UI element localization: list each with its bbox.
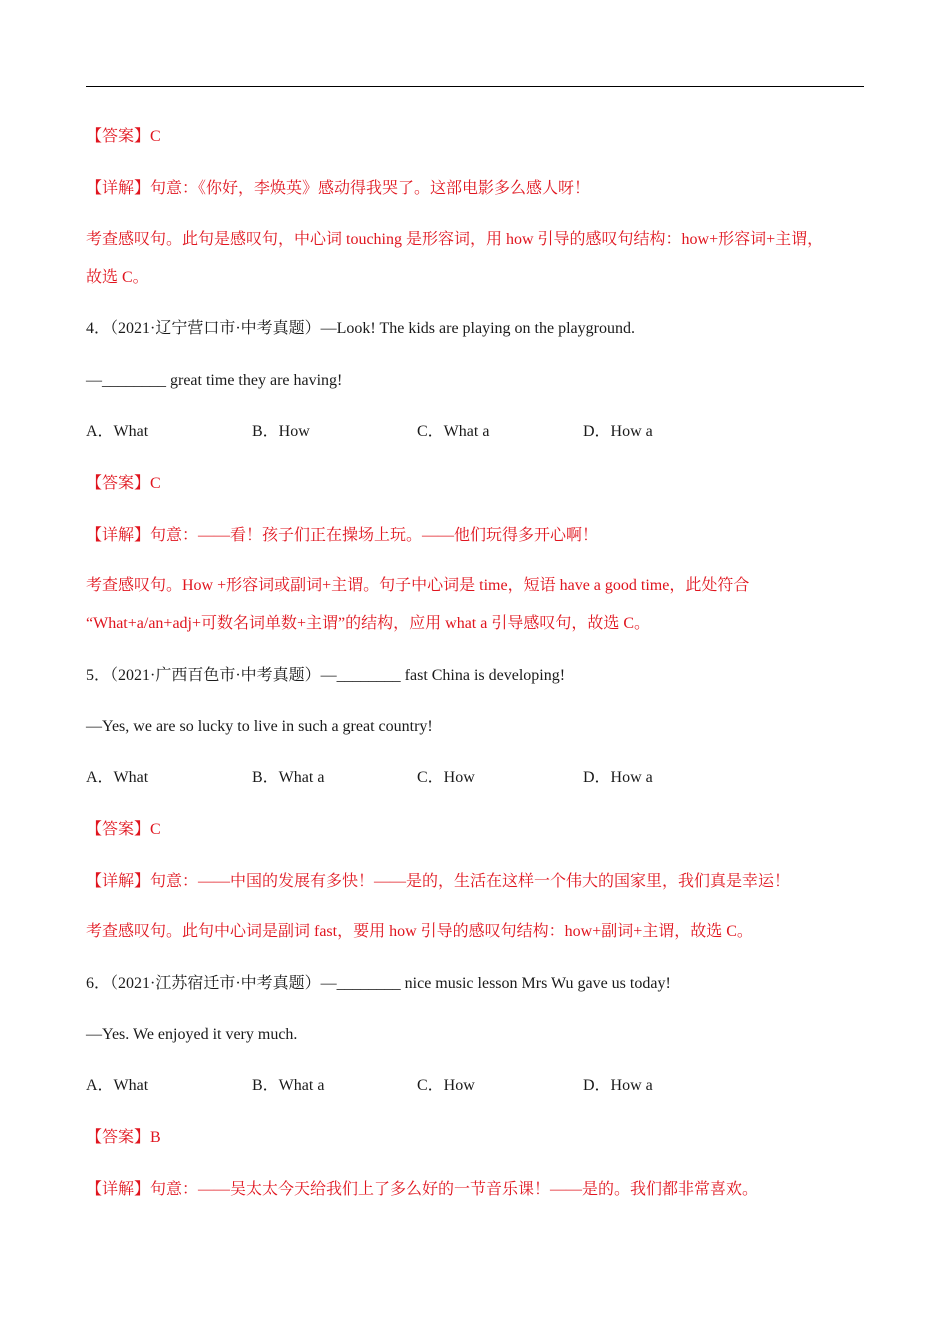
q6-option-d: D．How a: [583, 1077, 653, 1094]
explanation-q3-conclusion: 故选 C。: [86, 269, 149, 286]
q5-option-b: B．What a: [252, 769, 325, 786]
explanation-q3-meaning: 【详解】句意：《你好，李焕英》感动得我哭了。这部电影多么感人呀！: [86, 180, 591, 197]
q5-option-a: A．What: [86, 769, 149, 786]
explanation-q5-meaning: 【详解】句意：——中国的发展有多快！——是的，生活在这样一个伟大的国家里，我们真是幸运！: [86, 873, 791, 890]
q4-option-c: C．What a: [417, 423, 490, 440]
answer-q4: 【答案】C: [86, 475, 161, 492]
answer-q3: 【答案】C: [86, 128, 161, 145]
question-5-stem: 5．（2021·广西百色市·中考真题）—________ fast China is developing!: [86, 667, 566, 684]
question-6-reply: —Yes. We enjoyed it very much.: [86, 1026, 298, 1043]
explanation-q5-analysis: 考查感叹句。此句中心词是副词 fast，要用 how 引导的感叹句结构：how+副词+主谓，故选 C。: [86, 923, 753, 940]
q4-option-d: D．How a: [583, 423, 653, 440]
question-5-reply: —Yes, we are so lucky to live in such a great country!: [86, 718, 433, 735]
question-6-stem: 6．（2021·江苏宿迁市·中考真题）—________ nice music lesson Mrs Wu gave us today!: [86, 975, 671, 992]
explanation-q3-analysis: 考查感叹句。此句是感叹句，中心词 touching 是形容词，用 how 引导的感叹句结构：how+形容词+主谓，: [86, 231, 824, 248]
answer-q5: 【答案】C: [86, 821, 161, 838]
q4-option-a: A．What: [86, 423, 149, 440]
q6-option-c: C．How: [417, 1077, 475, 1094]
question-4-reply: —________ great time they are having!: [86, 372, 343, 389]
q5-option-d: D．How a: [583, 769, 653, 786]
header-rule: [86, 86, 864, 87]
q6-option-a: A．What: [86, 1077, 149, 1094]
explanation-q4-meaning: 【详解】句意：——看！孩子们正在操场上玩。——他们玩得多开心啊！: [86, 527, 599, 544]
explanation-q6-meaning: 【详解】句意：——吴太太今天给我们上了多么好的一节音乐课！——是的。我们都非常喜欢。: [86, 1181, 759, 1198]
question-4-stem: 4．（2021·辽宁营口市·中考真题）—Look! The kids are playing on the playground.: [86, 320, 635, 337]
q6-option-b: B．What a: [252, 1077, 325, 1094]
explanation-q4-analysis: 考查感叹句。How +形容词或副词+主谓。句子中心词是 time，短语 have a good time，此处符合: [86, 577, 750, 594]
answer-q6: 【答案】B: [86, 1129, 161, 1146]
q5-option-c: C．How: [417, 769, 475, 786]
q4-option-b: B．How: [252, 423, 310, 440]
explanation-q4-conclusion: “What+a/an+adj+可数名词单数+主谓”的结构，应用 what a 引导感叹句，故选 C。: [86, 615, 651, 632]
